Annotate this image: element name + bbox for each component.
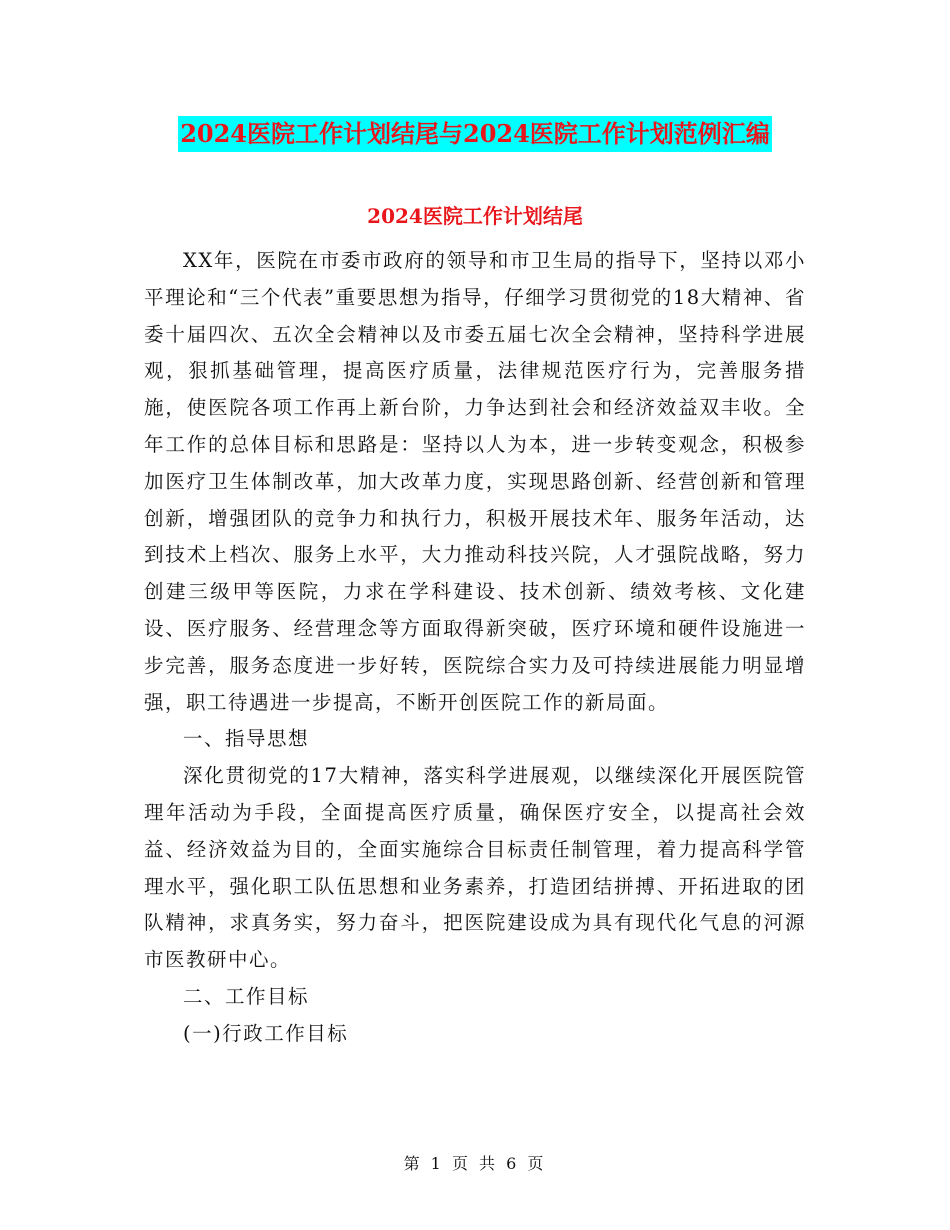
intro-paragraph: XX年，医院在市委市政府的领导和市卫生局的指导下，坚持以邓小平理论和“三个代表”重要思想为指导，仔细学习贯彻党的18大精神、省委十届四次、五次全会精神以及市委五届七次全会精神，坚持科学进展观，狠抓基础管理，提高医疗质量，法律规范医疗行为，完善服务措施，使医院各项工作再上新台阶，力争达到社会和经济效益双丰收。全年工作的总体目标和思路是：坚持以人为本，进一步转变观念，积极参加医疗卫生体制改革，加大改革力度，实现思路创新、经营创新和管理创新，增强团队的竞争力和执行力，积极开展技术年、服务年活动，达到技术上档次、服务上水平，大力推动科技兴院，人才强院战略，努力创建三级甲等医院，力求在学科建设、技术创新、绩效考核、文化建设、医疗服务、经营理念等方面取得新突破，医疗环境和硬件设施进一步完善，服务态度进一步好转，医院综合实力及可持续进展能力明显增强，职工待遇进一步提高，不断开创医院工作的新局面。: [144, 249, 806, 714]
document-title: [0, 112, 950, 152]
heading-admin-goals: (一)行政工作目标: [183, 1021, 349, 1045]
document-body: [144, 243, 806, 1053]
heading-work-goals: 二、工作目标: [183, 984, 310, 1008]
page-footer: 第 1 页 共 6 页: [403, 1154, 547, 1173]
heading-guiding-ideology: 一、指导思想: [183, 727, 310, 751]
guiding-ideology-paragraph: 深化贯彻党的17大精神，落实科学进展观，以继续深化开展医院管理年活动为手段，全面提高医疗质量，确保医疗安全，以提高社会效益、经济效益为目的，全面实施综合目标责任制管理，着力提高科学管理水平，强化职工队伍思想和业务素养，打造团结拼搏、开拓进取的团队精神，求真务实，努力奋斗，把医院建设成为具有现代化气息的河源市医教研中心。: [144, 764, 806, 972]
section-title: 2024医院工作计划结尾: [367, 204, 583, 228]
document-title-text: 2024医院工作计划结尾与2024医院工作计划范例汇编: [178, 116, 772, 152]
